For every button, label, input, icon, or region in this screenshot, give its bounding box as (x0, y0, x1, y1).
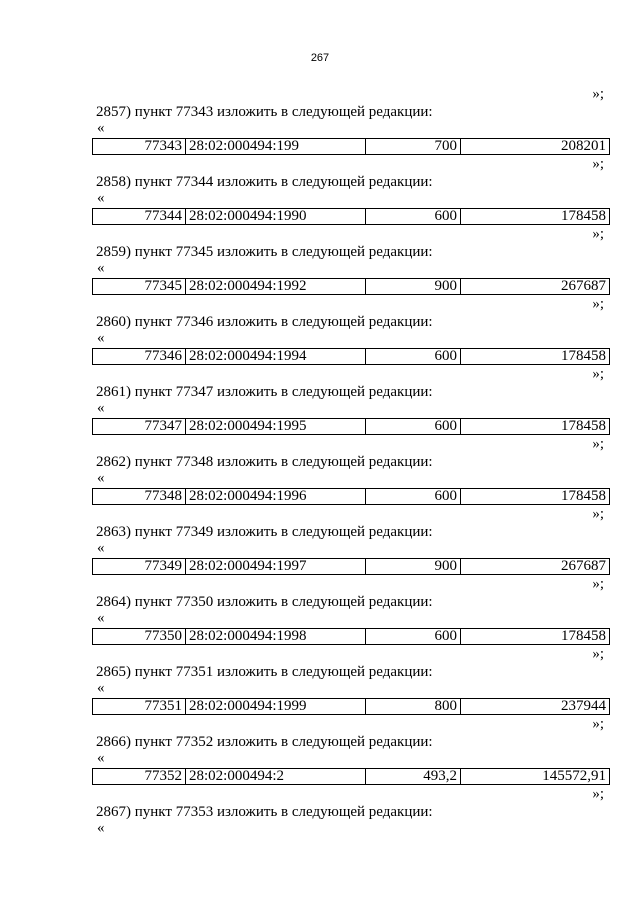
amendment-item (92, 524, 612, 594)
amendment-item (92, 104, 612, 174)
amendment-heading: 2864) пункт 77350 изложить в следующей редакции: (96, 593, 433, 610)
closing-quote: »; (592, 715, 604, 732)
table-row (92, 628, 610, 645)
value-cell: 178458 (561, 348, 606, 364)
value-cell: 267687 (561, 558, 606, 574)
cadastral-number-cell: 28:02:000494:1995 (186, 419, 366, 434)
amendment-heading: 2859) пункт 77345 изложить в следующей редакции: (96, 243, 433, 260)
opening-quote: « (97, 819, 105, 836)
opening-quote: « (97, 609, 105, 626)
table-row (92, 558, 610, 575)
table-row (92, 768, 610, 785)
closing-quote: »; (592, 785, 604, 802)
opening-quote: « (97, 679, 105, 696)
amendment-item (92, 174, 612, 244)
closing-quote: »; (592, 86, 604, 102)
value-cell: 178458 (561, 488, 606, 504)
opening-quote: « (97, 189, 105, 206)
table-row (92, 488, 610, 505)
area-cell: 800 (366, 699, 461, 714)
opening-quote: « (97, 749, 105, 766)
item-number-cell: 77343 (93, 139, 186, 154)
area-cell: 900 (366, 559, 461, 574)
amendment-item (92, 384, 612, 454)
opening-quote: « (97, 399, 105, 416)
closing-quote: »; (592, 155, 604, 172)
item-number-cell: 77347 (93, 419, 186, 434)
item-number-cell: 77344 (93, 209, 186, 224)
amendment-heading: 2858) пункт 77344 изложить в следующей редакции: (96, 173, 433, 190)
opening-quote: « (97, 469, 105, 486)
cadastral-number-cell: 28:02:000494:1998 (186, 629, 366, 644)
opening-quote: « (97, 539, 105, 556)
closing-quote: »; (592, 225, 604, 242)
cadastral-number-cell: 28:02:000494:2 (186, 769, 366, 784)
value-cell: 145572,91 (542, 768, 606, 784)
amendment-item (92, 804, 612, 874)
table-row (92, 278, 610, 295)
table-row (92, 698, 610, 715)
closing-quote: »; (592, 295, 604, 312)
area-cell: 600 (366, 349, 461, 364)
amendment-item (92, 594, 612, 664)
cadastral-number-cell: 28:02:000494:1994 (186, 349, 366, 364)
amendment-item (92, 734, 612, 804)
item-number-cell: 77351 (93, 699, 186, 714)
cadastral-number-cell: 28:02:000494:1992 (186, 279, 366, 294)
area-cell: 700 (366, 139, 461, 154)
area-cell: 493,2 (366, 769, 461, 784)
item-number-cell: 77352 (93, 769, 186, 784)
area-cell: 600 (366, 209, 461, 224)
opening-quote: « (97, 119, 105, 136)
item-number-cell: 77348 (93, 489, 186, 504)
value-cell: 267687 (561, 278, 606, 294)
closing-quote: »; (592, 505, 604, 522)
document-body (92, 86, 612, 874)
area-cell: 600 (366, 489, 461, 504)
cadastral-number-cell: 28:02:000494:1997 (186, 559, 366, 574)
value-cell: 178458 (561, 208, 606, 224)
amendment-heading: 2861) пункт 77347 изложить в следующей редакции: (96, 383, 433, 400)
amendment-heading: 2863) пункт 77349 изложить в следующей редакции: (96, 523, 433, 540)
item-number-cell: 77346 (93, 349, 186, 364)
closing-quote: »; (592, 645, 604, 662)
area-cell: 900 (366, 279, 461, 294)
area-cell: 600 (366, 629, 461, 644)
cadastral-number-cell: 28:02:000494:1996 (186, 489, 366, 504)
amendment-item (92, 454, 612, 524)
closing-quote: »; (592, 365, 604, 382)
table-row (92, 138, 610, 155)
item-number-cell: 77350 (93, 629, 186, 644)
value-cell: 208201 (561, 138, 606, 154)
amendment-heading: 2867) пункт 77353 изложить в следующей редакции: (96, 803, 433, 820)
table-row (92, 208, 610, 225)
opening-quote: « (97, 329, 105, 346)
amendment-item (92, 244, 612, 314)
value-cell: 178458 (561, 418, 606, 434)
amendment-heading: 2865) пункт 77351 изложить в следующей редакции: (96, 663, 433, 680)
amendment-heading: 2862) пункт 77348 изложить в следующей редакции: (96, 453, 433, 470)
amendment-heading: 2860) пункт 77346 изложить в следующей редакции: (96, 313, 433, 330)
cadastral-number-cell: 28:02:000494:1990 (186, 209, 366, 224)
value-cell: 178458 (561, 628, 606, 644)
page-number: 267 (310, 52, 330, 64)
closing-quote: »; (592, 435, 604, 452)
table-row (92, 418, 610, 435)
cadastral-number-cell: 28:02:000494:199 (186, 139, 366, 154)
value-cell: 237944 (561, 698, 606, 714)
closing-quote: »; (592, 575, 604, 592)
amendment-heading: 2857) пункт 77343 изложить в следующей редакции: (96, 103, 433, 120)
table-row (92, 348, 610, 365)
area-cell: 600 (366, 419, 461, 434)
amendment-item (92, 664, 612, 734)
item-number-cell: 77345 (93, 279, 186, 294)
opening-quote: « (97, 259, 105, 276)
amendment-heading: 2866) пункт 77352 изложить в следующей редакции: (96, 733, 433, 750)
item-number-cell: 77349 (93, 559, 186, 574)
amendment-item (92, 314, 612, 384)
cadastral-number-cell: 28:02:000494:1999 (186, 699, 366, 714)
